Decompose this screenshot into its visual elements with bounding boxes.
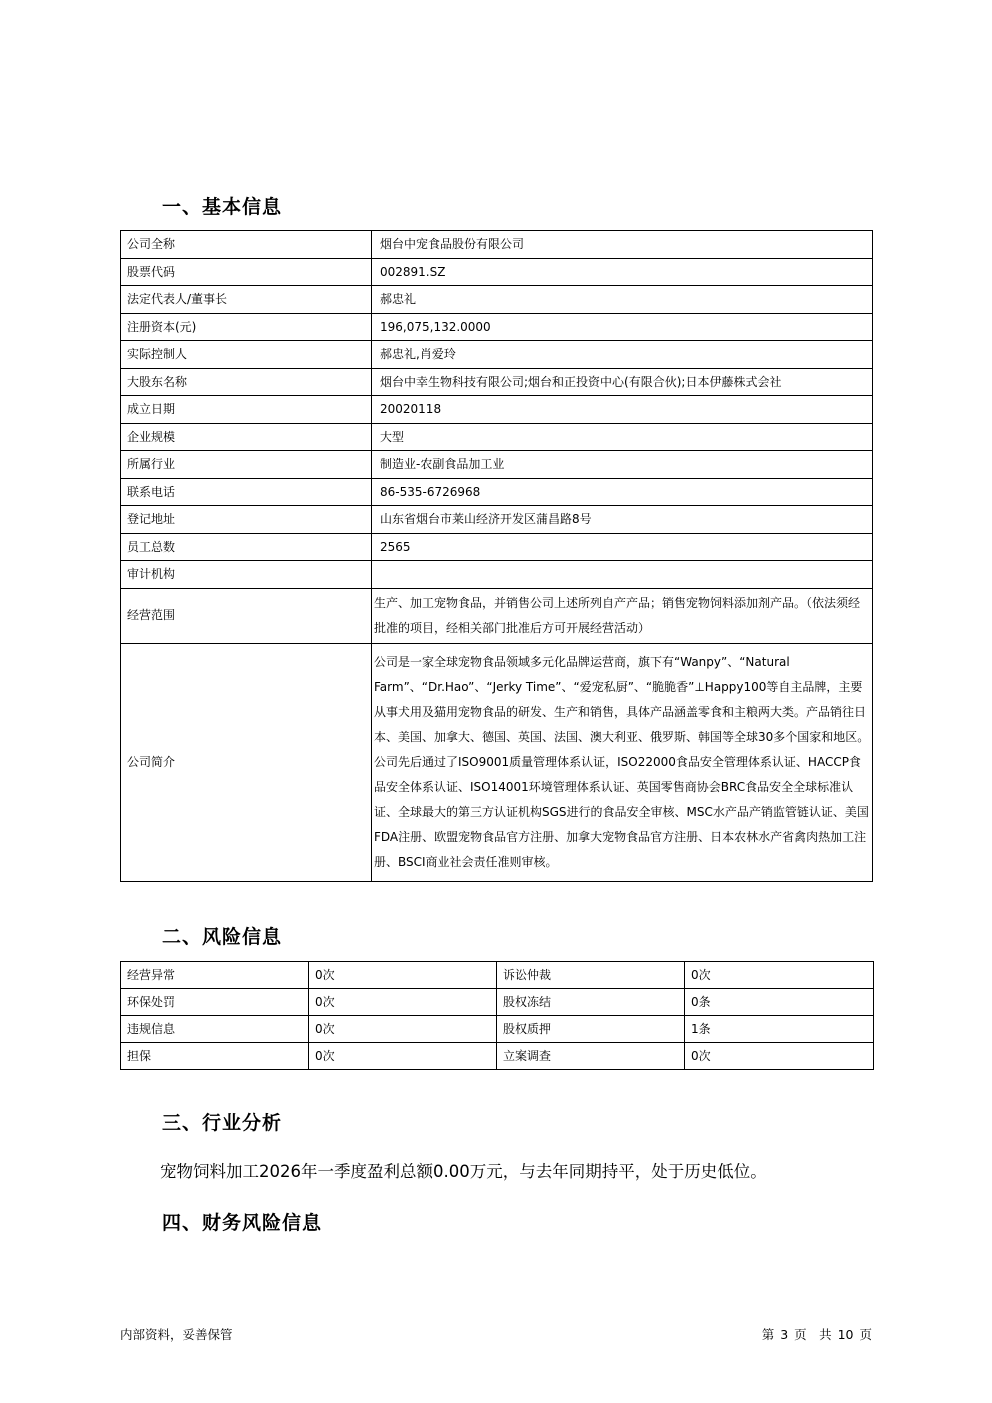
field-value: 郝忠礼 — [372, 286, 873, 314]
field-value: 大型 — [372, 423, 873, 451]
field-label: 股票代码 — [121, 258, 372, 286]
section-title-basic: 一、基本信息 — [162, 196, 283, 218]
field-value: 烟台中幸生物科技有限公司;烟台和正投资中心(有限合伙);日本伊藤株式会社 — [372, 368, 873, 396]
table-row — [121, 561, 873, 589]
business-scope-label: 经营范围 — [121, 588, 372, 643]
risk-label: 股权质押 — [497, 1016, 685, 1043]
risk-value: 0次 — [685, 962, 874, 989]
field-label: 实际控制人 — [121, 341, 372, 369]
field-value: 2565 — [372, 533, 873, 561]
risk-value: 0次 — [309, 1016, 497, 1043]
field-value: 002891.SZ — [372, 258, 873, 286]
risk-value: 0条 — [685, 989, 874, 1016]
table-row — [121, 643, 873, 881]
table-row — [121, 533, 873, 561]
field-label: 所属行业 — [121, 451, 372, 479]
risk-label: 违规信息 — [121, 1016, 309, 1043]
table-row — [121, 368, 873, 396]
table-row — [121, 588, 873, 643]
company-intro-label: 公司简介 — [121, 643, 372, 881]
risk-label: 股权冻结 — [497, 989, 685, 1016]
risk-value: 0次 — [309, 1043, 497, 1070]
field-value — [372, 561, 873, 589]
field-value: 86-535-6726968 — [372, 478, 873, 506]
field-label: 成立日期 — [121, 396, 372, 424]
field-value: 郝忠礼,肖爱玲 — [372, 341, 873, 369]
field-label: 大股东名称 — [121, 368, 372, 396]
table-row — [121, 341, 873, 369]
risk-label: 诉讼仲裁 — [497, 962, 685, 989]
risk-label: 担保 — [121, 1043, 309, 1070]
footer-confidential-note: 内部资料，妥善保管 — [120, 1327, 233, 1342]
field-label: 公司全称 — [121, 231, 372, 259]
section-title-finance: 四、财务风险信息 — [162, 1212, 323, 1234]
field-label: 注册资本(元) — [121, 313, 372, 341]
field-label: 员工总数 — [121, 533, 372, 561]
risk-value: 1条 — [685, 1016, 874, 1043]
company-intro-value: 公司是一家全球宠物食品领域多元化品牌运营商，旗下有“Wanpy”、“Natural Farm”、“Dr.Hao”、“Jerky Time”、“爱宠私厨”、“脆脆香”⊥Happy100等自主品牌，主要从事犬用及猫用宠物食品的研发、生产和销售，具体产品涵盖零食和主粮两大类。产品销往日本、美国、加拿大、德国、英国、法国、澳大利亚、俄罗斯、韩国等全球30多个国家和地区。公司先后通过了ISO9001质量管理体系认证，ISO22000食品安全管理体系认证、HACCP食品安全体系认证、ISO14001环境管理体系认证、英国零售商协会BRC食品安全全球标准认证、全球最大的第三方认证机构SGS进行的食品安全审核、MSC水产品产销监管链认证、美国FDA注册、欧盟宠物食品官方注册、加拿大宠物食品官方注册、日本农林水产省禽肉热加工注册、BSCI商业社会责任准则审核。 — [372, 643, 873, 881]
table-row — [121, 231, 873, 259]
table-row — [121, 478, 873, 506]
table-row — [121, 506, 873, 534]
risk-value: 0次 — [685, 1043, 874, 1070]
table-row — [121, 1016, 874, 1043]
table-row — [121, 962, 874, 989]
field-value: 196,075,132.0000 — [372, 313, 873, 341]
field-value: 20020118 — [372, 396, 873, 424]
risk-value: 0次 — [309, 989, 497, 1016]
risk-info-table — [120, 961, 874, 1070]
table-row — [121, 1043, 874, 1070]
field-label: 登记地址 — [121, 506, 372, 534]
table-row — [121, 286, 873, 314]
table-row — [121, 313, 873, 341]
table-row — [121, 258, 873, 286]
table-row — [121, 423, 873, 451]
field-value: 制造业-农副食品加工业 — [372, 451, 873, 479]
field-label: 企业规模 — [121, 423, 372, 451]
risk-value: 0次 — [309, 962, 497, 989]
table-row — [121, 989, 874, 1016]
industry-analysis-text: 宠物饲料加工2026年一季度盈利总额0.00万元，与去年同期持平，处于历史低位。 — [160, 1162, 767, 1181]
business-scope-value: 生产、加工宠物食品，并销售公司上述所列自产产品；销售宠物饲料添加剂产品。（依法须经批准的项目，经相关部门批准后方可开展经营活动） — [372, 588, 873, 643]
section-title-risk: 二、风险信息 — [162, 926, 283, 948]
field-label: 审计机构 — [121, 561, 372, 589]
risk-label: 经营异常 — [121, 962, 309, 989]
table-row — [121, 451, 873, 479]
table-row — [121, 396, 873, 424]
field-label: 联系电话 — [121, 478, 372, 506]
field-value: 烟台中宠食品股份有限公司 — [372, 231, 873, 259]
risk-label: 立案调查 — [497, 1043, 685, 1070]
field-value: 山东省烟台市莱山经济开发区蒲昌路8号 — [372, 506, 873, 534]
basic-info-table — [120, 230, 873, 882]
footer-page-number: 第 3 页 共 10 页 — [761, 1327, 872, 1342]
section-title-industry: 三、行业分析 — [162, 1112, 283, 1134]
field-label: 法定代表人/董事长 — [121, 286, 372, 314]
risk-label: 环保处罚 — [121, 989, 309, 1016]
